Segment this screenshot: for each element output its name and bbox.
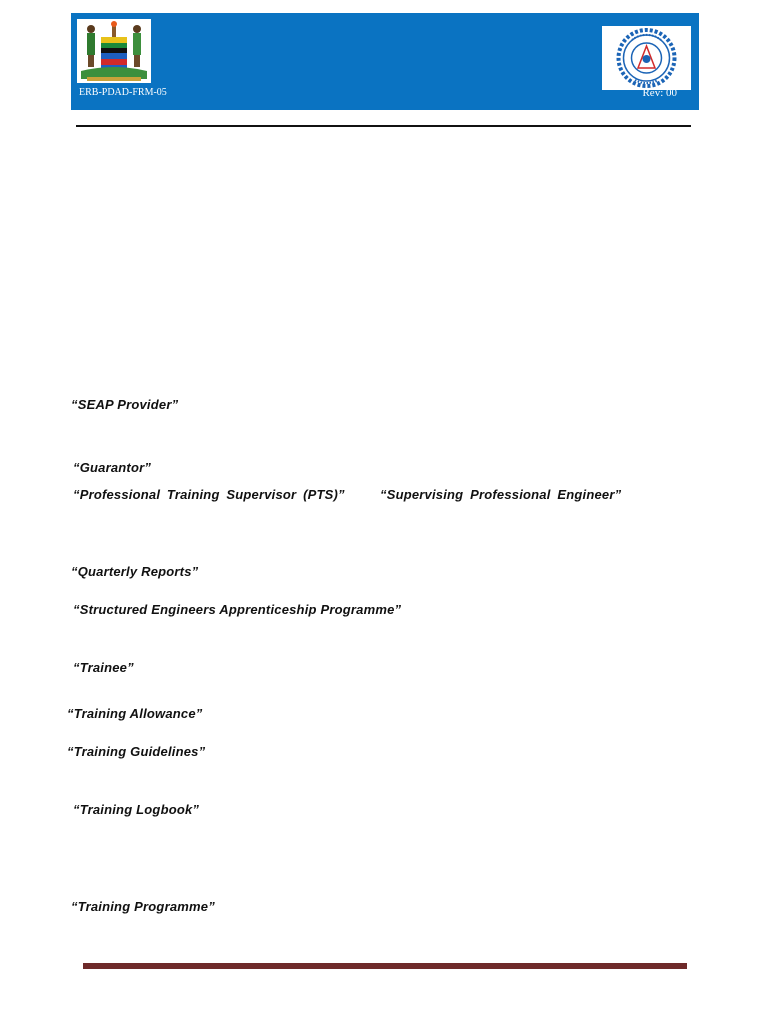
term-pts: “Professional Training Supervisor (PTS)” [73, 487, 345, 502]
erb-seal-icon [602, 26, 691, 90]
term-seap-provider: “SEAP Provider” [71, 397, 179, 412]
term-training-allowance: “Training Allowance” [67, 706, 203, 721]
term-quarterly-reports: “Quarterly Reports” [71, 564, 199, 579]
footer-rule [83, 963, 687, 969]
term-seap: “Structured Engineers Apprenticeship Programme” [73, 602, 402, 617]
term-guarantor: “Guarantor” [73, 460, 152, 475]
term-training-logbook: “Training Logbook” [73, 802, 200, 817]
header-band [71, 13, 699, 110]
term-trainee: “Trainee” [73, 660, 134, 675]
coat-of-arms-icon [77, 19, 151, 83]
term-spe: “Supervising Professional Engineer” [380, 487, 622, 502]
revision-label: Rev: 00 [642, 87, 677, 99]
term-training-guidelines: “Training Guidelines” [67, 744, 206, 759]
form-code: ERB-PDAD-FRM-05 [79, 87, 167, 98]
header-divider [76, 125, 691, 127]
term-training-programme: “Training Programme” [71, 899, 215, 914]
